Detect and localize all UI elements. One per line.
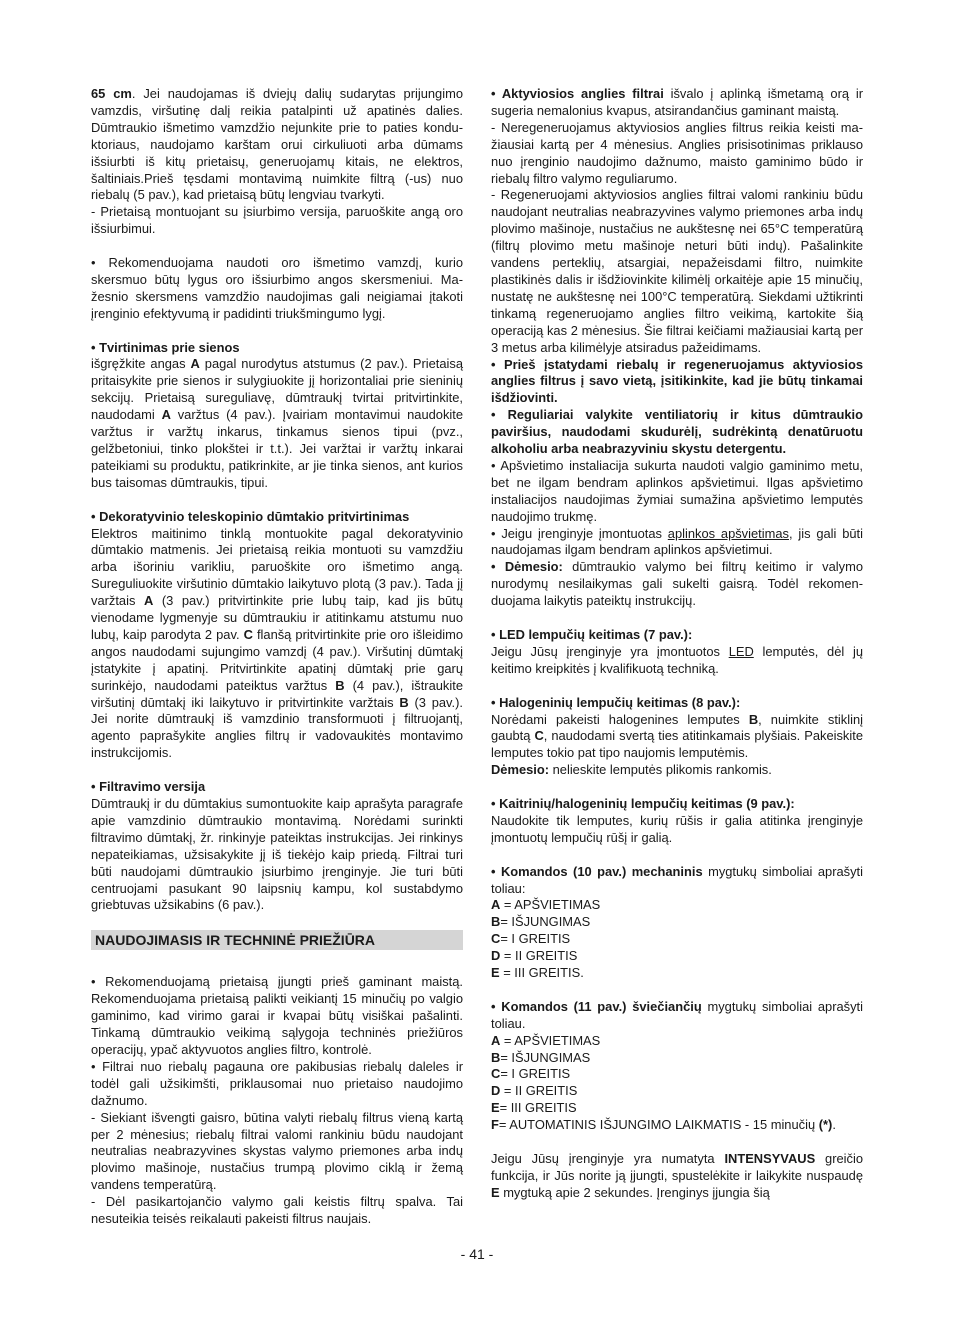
use-paragraph-3: - Siekiant išvengti gaisro, būtina valyti riebalų filtrus vieną kartą per 2 mėnesius; riebalų filtrai valomi rankiniu būdu naudojant neutralias neabrazyvines skystas valymo priemones arba indų plovimo mašinoje, nustačius trumpą plovimo ciklą ir žemą vandens temperatūrą.: [91, 1109, 463, 1193]
warn-paragraph-1: • Prieš įstatydami riebalų ir regeneruojamus aktyviosios anglies filtrus į savo vietą, įsitikinkite, kad jie būtų tinkamai išdžiovinti.: [491, 356, 863, 406]
right-column: [491, 86, 863, 1202]
cmd10-list: [491, 897, 863, 982]
intro-text: . Jei naudojamas iš dviejų dalių sudarytas prijungimo vamzdis, viršutinę dalį reikia patalpinti už apatinės dalies. Dūmtraukio išmetimo vamzdžio nejunkite prie to paties konduktoriaus, naudojamo karštam orui cirkuliuoti arba dūmams išsiurbti iš kitų prietaisų, generuojamų kitais, ne elektros, šaltiniais.Prieš tęsdami montavimą nuimkite filtrą (-us) nuo riebalų (5 pav.), kad prietaisą būtų lengviau tvarkyti.: [91, 86, 463, 203]
carbon-paragraph-1: • Aktyviosios anglies filtrai išvalo į aplinką išmetamą orą ir sugeria nemalonius kvapus, atsirandančius gaminant maistą.: [491, 86, 863, 118]
cmd11-item: F= AUTOMATINIS IŠJUNGIMO LAIKMATIS - 15 minučių (*).: [491, 1117, 836, 1133]
vent-paragraph: • Rekomenduojama naudoti oro išmetimo vamzdį, kurio skersmuo būtų lygus oro išsiurbimo angos skersmeniui. Mažesnio skersmens vamzdžio naudojimas gali neigiamai įtakoti įrenginio efektyvumą ir padidinti triukšmingumo lygį.: [91, 255, 463, 321]
cmd11-item: C= I GREITIS: [491, 1066, 571, 1082]
section-title: NAUDOJIMASIS IR TECHNINĖ PRIEŽIŪRA: [91, 930, 463, 950]
intro-bold: 65 cm: [91, 86, 132, 101]
cmd11-intro: • Komandos (11 pav.) šviečiančių mygtukų simboliai aprašyti toliau.: [491, 998, 863, 1031]
wall-paragraph: išgręžkite angas A pagal nurodytus atstumus (2 pav.). Prietaisą pritaisykite prie sienos ir sulygiuokite jį horizontaliai prie sieninių sekcijų. Prietaisą sureguliavę, dūmtraukį tvirtai pritvirtinkite, naudodami A varžtus (4 pav.). Įvairiam montavimui naudokite varžtus ir varžtų inkarus, tinkamus sienos tipui (pvz., gelžbetoniui, tinko plokštei ir t.t.). Jei varžtai ir varžtų inkarai pateikiami su produktu, patikrinkite, ar jie tinka sienos, ant kurios bus taisomas dūmtraukis, tipui.: [91, 356, 464, 490]
led-title: • LED lempučių keitimas (7 pav.):: [491, 626, 693, 642]
cmd11-item: B= IŠJUNGIMAS: [491, 1049, 591, 1065]
light-paragraph-2: • Jeigu įrenginyje įmontuotas aplinkos apšvietimas, jis gali būti naudojamas ilgam bendram aplinkos apšvietimui.: [491, 525, 863, 558]
cmd11-list: [491, 1033, 863, 1134]
cmd11-item: E= III GREITIS: [491, 1100, 577, 1116]
warn-paragraph-2: • Reguliariai valykite ventiliatorių ir kitus dūmtraukio paviršius, naudodami skudurėlį, sudrėkintą denatūruotu alkoholiu arba neabrazyviniu skystu detergentu.: [491, 407, 863, 457]
deco-title: • Dekoratyvinio teleskopinio dūmtakio pritvirtinimas: [91, 508, 410, 524]
intro-dash: - Prietaisą montuojant su įsiurbimo versija, paruoškite angą oro išsiurbimui.: [91, 204, 463, 237]
led-paragraph: Jeigu Jūsų įrenginyje yra įmontuotos LED lemputės, dėl jų keitimo kreipkitės į kvalifikuotą techniką.: [491, 643, 863, 676]
left-column: [91, 86, 463, 1228]
cmd10-item: A = APŠVIETIMAS: [491, 897, 601, 913]
use-paragraph-4: - Dėl pasikartojančio valymo gali keistis filtrų spalva. Tai nesuteikia teisės reikalauti pakeisti filtrus naujais.: [91, 1194, 463, 1227]
halo-paragraph: Norėdami pakeisti halogenines lemputes B, nuimkite stiklinį gaubtą C, naudodami svertą ties atitinkamais plyšiais. Pakeiskite lemputes tokio pat tipo naujomis lemputėmis.: [491, 711, 863, 761]
halo-title: • Halogeninių lempučių keitimas (8 pav.):: [491, 694, 741, 710]
wall-title: • Tvirtinimas prie sienos: [91, 339, 240, 355]
use-paragraph-1: • Rekomenduojamą prietaisą įjungti prieš gaminant maistą. Rekomenduojama prietaisą palikti veikiantį 15 minučių po valgio gaminimo, kad virimo garai ir kvapai būtų visiškai pašalinti. Tinkamą dūmtraukio veikimą sąlygoja techninės priežiūros operacijų, ypač aktyvuotos anglies filtro, kontrolė.: [91, 974, 463, 1057]
page-number: - 41 -: [460, 1246, 494, 1262]
incand-title: • Kaitrinių/halogeninių lempučių keitimas (9 pav.):: [491, 796, 795, 812]
cmd10-intro: • Komandos (10 pav.) mechaninis mygtukų simboliai aprašyti toliau:: [491, 863, 863, 896]
halo-attention: Dėmesio: nelieskite lemputės plikomis rankomis.: [491, 762, 772, 778]
cmd10-item: E = III GREITIS.: [491, 965, 584, 981]
incand-paragraph: Naudokite tik lemputes, kurių rūšis ir galia atitinka įrenginyje įmontuotų lempučių rūšį ir galią.: [491, 812, 863, 845]
cmd10-item: C= I GREITIS: [491, 931, 571, 947]
cmd11-item: D = II GREITIS: [491, 1083, 578, 1099]
deco-paragraph: Elektros maitinimo tinklą montuokite pagal dekoratyvinio dūmtakio matmenis. Jei prietaisą reikia montuoti su vamzdžiu arba išoriniu varikliu, paruoškite oro išmetimo angą. Sureguliuokite viršutinio dūmtakio laikytuvo plotą (3 pav.). Tada jį varžtais A (3 pav.) pritvirtinkite prie lubų taip, kad jis būtų vienodame lygmenyje su dūmtraukiu ir atitinkamu atstumu nuo lubų, kaip parodyta 2 pav. C flanšą pritvirtinkite prie oro išleidimo angos naudodami sujungimo vamzdį (4 pav.). Viršutinį dūmtakį įstatykite į apatinį. Pritvirtinkite apatinį dūmtakį prie garų surinkėjo, naudodami pateiktus varžtus B (4 pav.), ištraukite viršutinį dūmtakį iki laikytuvo ir pritvirtinkite varžtais B (3 pav.). Jei norite dūmtraukį iš vamzdinio transformuoti į filtruojantį, agento paprašykite anglies filtrų ir vadovaukitės montavimo instrukcijomis.: [91, 525, 464, 761]
cmd11-item: A = APŠVIETIMAS: [491, 1032, 601, 1048]
cmd10-item: B= IŠJUNGIMAS: [491, 914, 591, 930]
cmd10-item: D = II GREITIS: [491, 948, 578, 964]
light-paragraph-1: • Apšvietimo instaliacija sukurta naudoti valgio gaminimo metu, bet ne ilgam bendram aplinkos apšvietimui. Ilgas apšvietimo instaliacijos naudojimas žymiai sumažina apšvietimo lemputės naudojimo trukmę.: [491, 457, 863, 524]
filter-title: • Filtravimo versija: [91, 779, 206, 795]
intro-paragraph: [91, 86, 463, 204]
intensive-paragraph: Jeigu Jūsų įrenginyje yra numatyta INTENSYVAUS greičio funkcija, ir Jūs norite ją įjungti, spustelėkite ir laikykite nuspaudę E mygtuką apie 2 sekundes. Įrenginys įjungia šią: [491, 1151, 863, 1200]
attention-paragraph: • Dėmesio: dūmtraukio valymo bei filtrų keitimo ir valymo nurodymų nesilaikymas gali sukelti gaisrą. Todėl rekomenduojama laikytis pateiktų instrukcijų.: [491, 559, 863, 609]
filter-paragraph: Dūmtraukį ir du dūmtakius sumontuokite kaip aprašyta paragrafe apie vamzdinio dūmtraukio montavimą. Norėdami surinkti filtravimo dūmtakį, žr. rinkinyje pateiktas instrukcijas. Jei rinkinys nepateikiamas, užsisakykite jį iš tiekėjo kaip priedą. Filtrai turi būti naudojami dūmtraukio įsiurbimo įrenginyje. Jie turi būti centruojami pasukant 90 laipsnių kampu, kol sustabdymo griebtuvas užsikabins (6 pav.).: [91, 796, 463, 913]
carbon-paragraph-2: - Neregeneruojamus aktyviosios anglies filtrus reikia keisti mažiausiai kartą per 4 mėnesius. Anglies prisisotinimas priklauso nuo įrenginio naudojimo dažnumo, maisto gaminimo būdo ir riebalų filtro valymo reguliarumo.: [491, 119, 863, 186]
carbon-paragraph-3: - Regeneruojami aktyviosios anglies filtrai valomi rankiniu būdu naudojant neutralias neabrazyvines valymo priemones arba indų plovimo mašinoje, nustačius ne aukštesnę nei 65°C temperatūrą (filtrų plovimo metu mašinoje neturi būti indų). Pašalinkite vandens perteklių, atsargiai, nepažeisdami filtro, nuimkite plastikinės dalis ir išdžiovinkite kilimėlį orkaitėje apie 15 minučių, nustatę ne aukštesnę nei 100°C temperatūrą. Siekdami užtikrinti tinkamą regeneruojamo anglies filtro veikimą, kartokite šią operaciją kas 2 mėnesius. Šie filtrai keičiami mažiausiai kartą per 3 metus arba kilimėlyje atsiradus pažeidimams.: [491, 187, 863, 355]
use-paragraph-2: • Filtrai nuo riebalų pagauna ore pakibusias riebalų daleles ir todėl gali užsikimšti, priklausomai nuo prietaiso naudojimo dažnumo.: [91, 1058, 463, 1108]
